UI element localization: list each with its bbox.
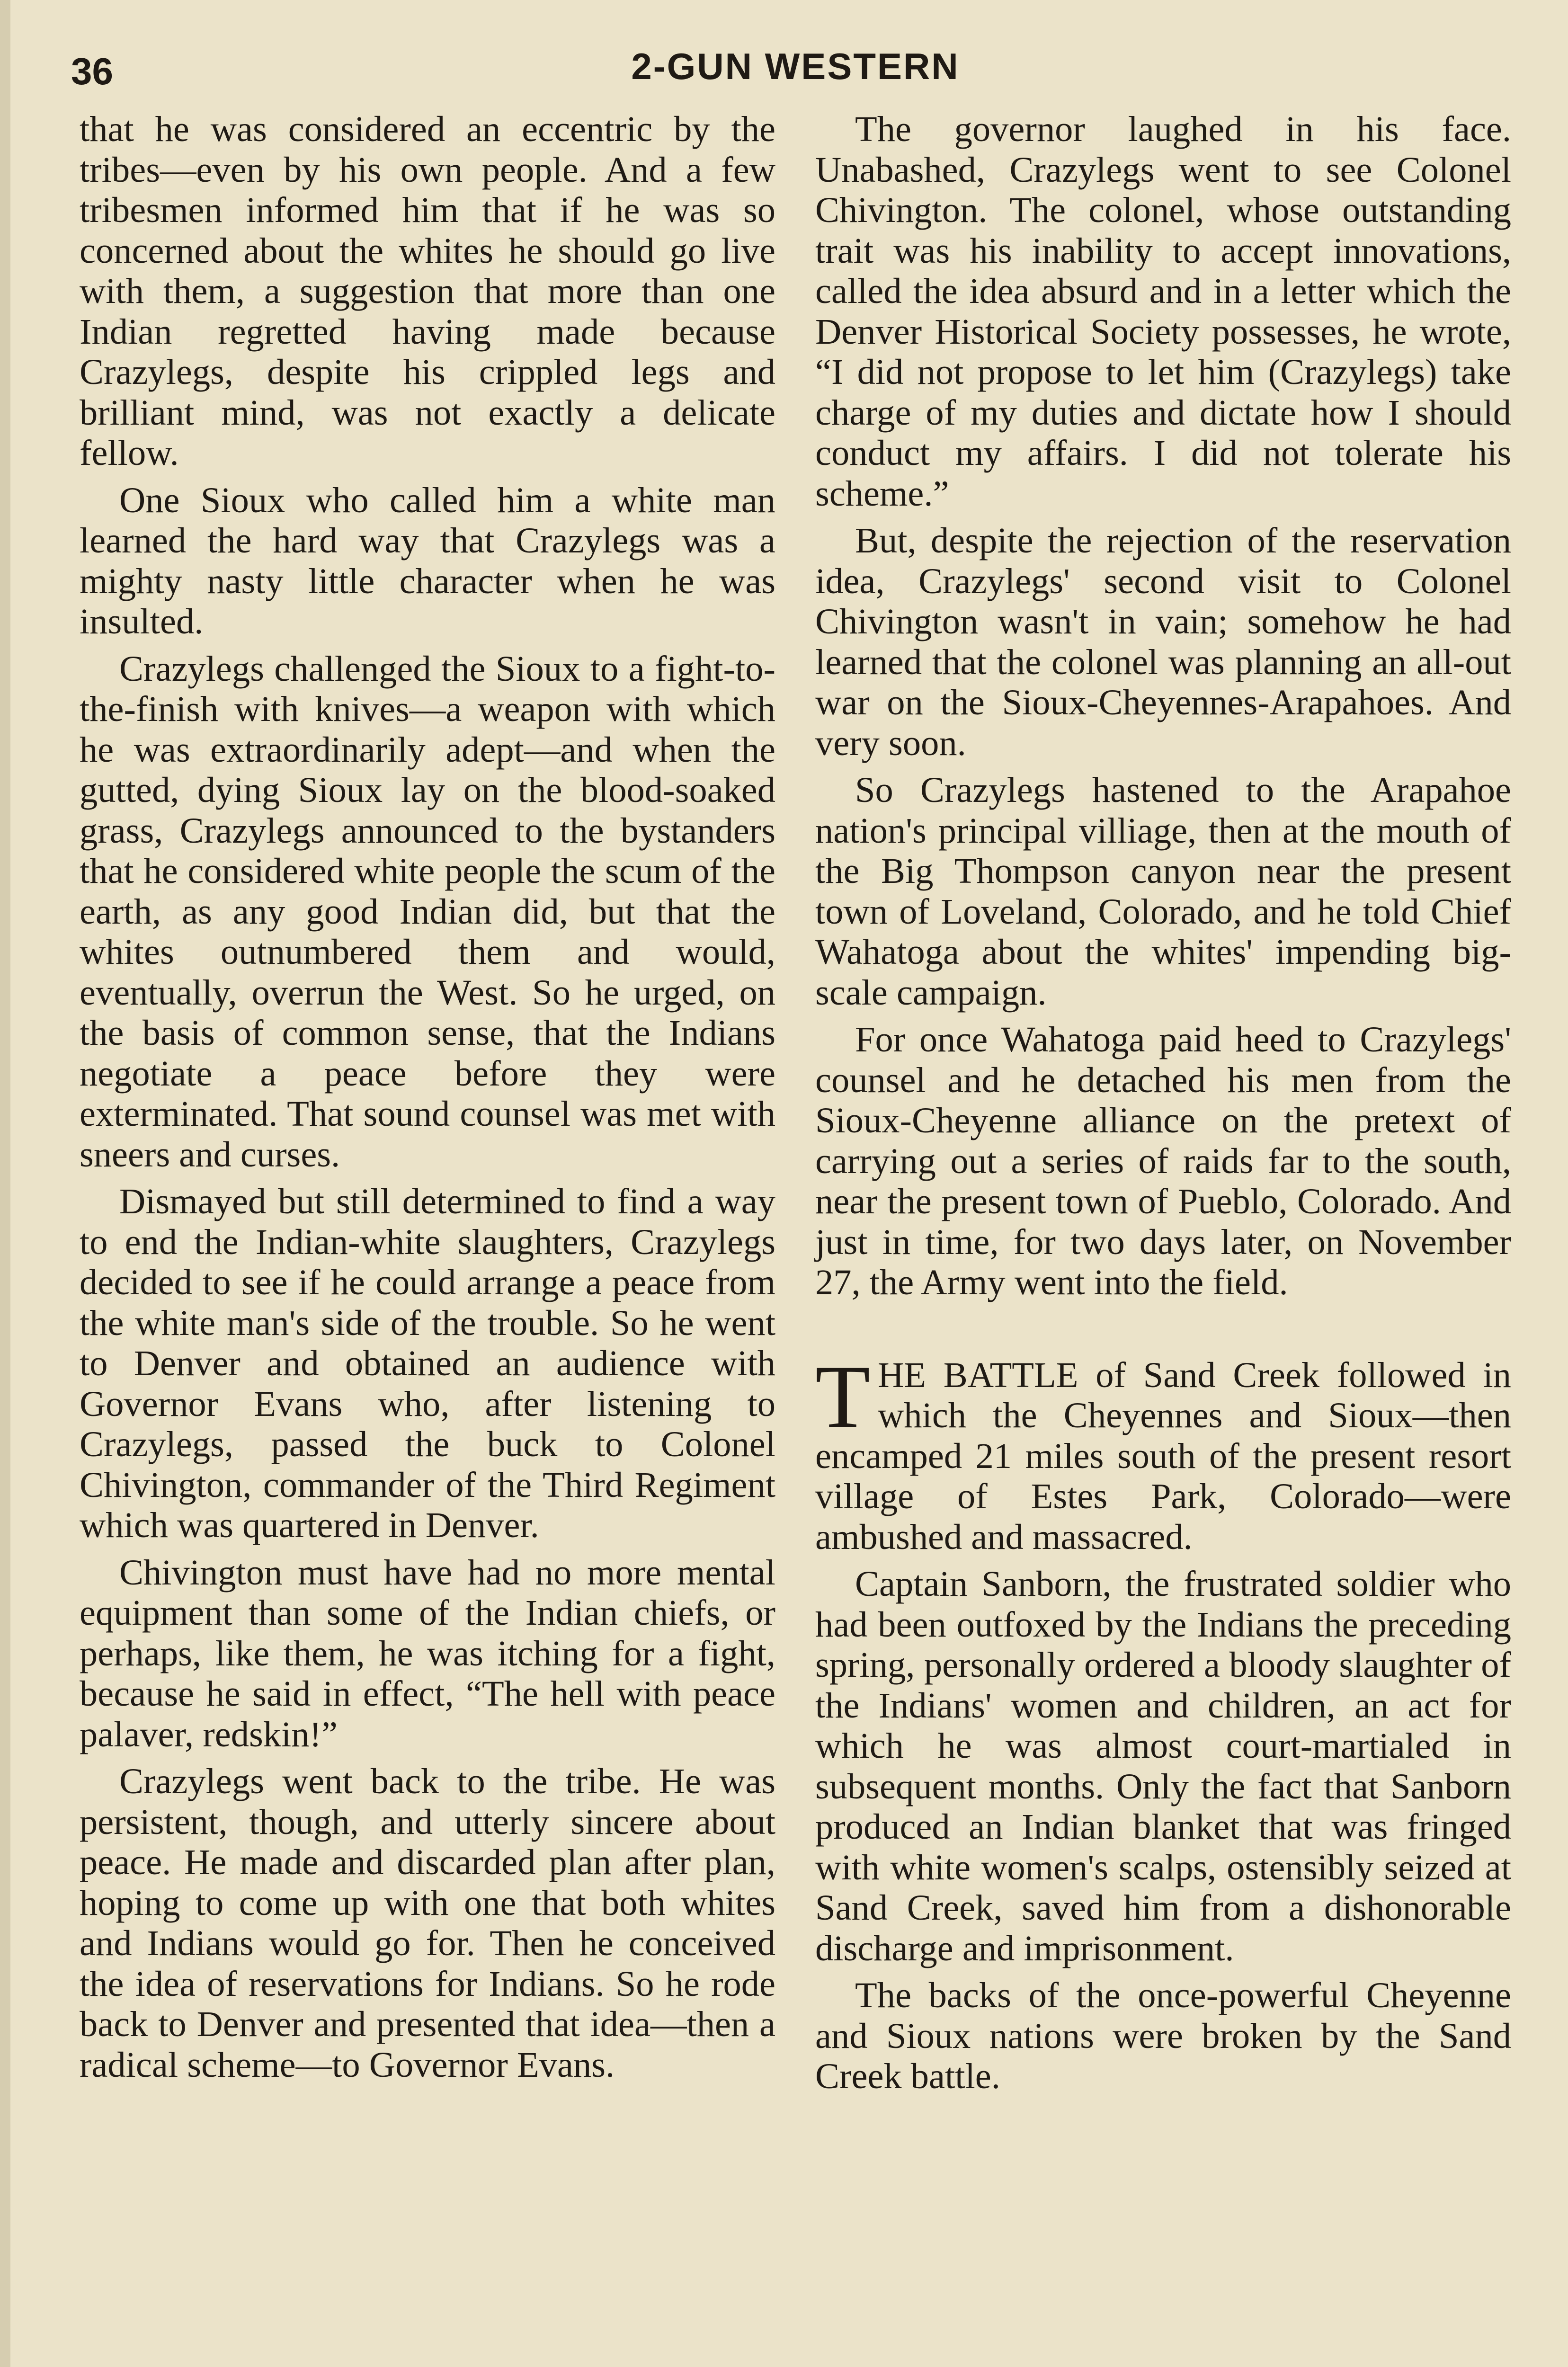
left-column — [80, 109, 775, 2091]
page-number: 36 — [71, 50, 113, 92]
article-paragraph: One Sioux who called him a white man learned the hard way that Crazylegs was a mighty nasty little character when he was insulted. — [80, 480, 775, 641]
magazine-title: 2-GUN WESTERN — [631, 45, 960, 87]
article-paragraph: Captain Sanborn, the frustrated soldier who had been outfoxed by the Indians the preceding spring, personally ordered a bloody slaughter of the Indians' women and children, an act for which he was almost court-martialed in subsequent months. Only the fact that Sanborn produced an Indian blanket that was fringed with white women's scalps, ostensibly seized at Sand Creek, saved him from a dishonorable discharge and imprisonment. — [815, 1564, 1511, 1968]
article-paragraph: The governor laughed in his face. Unabashed, Crazylegs went to see Colonel Chivington. The colonel, whose outstanding trait was his inability to accept innovations, called the idea absurd and in a letter which the Denver Historical Society possesses, he wrote, “I did not propose to let him (Crazylegs) take charge of my duties and dictate how I should conduct my affairs. I did not tolerate his scheme.” — [815, 109, 1511, 514]
section-opening-paragraph — [815, 1347, 1511, 1557]
article-paragraph: The backs of the once-powerful Cheyenne and Sioux nations were broken by the Sand Creek battle. — [815, 1975, 1511, 2096]
article-paragraph: For once Wahatoga paid heed to Crazylegs' counsel and he detached his men from the Sioux-Cheyenne alliance on the pretext of carrying out a series of raids far to the south, near the present town of Pueblo, Colorado. And just in time, for two days later, on November 27, the Army went into the field. — [815, 1019, 1511, 1302]
section-opening-text: HE BATTLE of Sand Creek followed in which the Cheyennes and Sioux—then encamped 21 miles south of the present resort village of Estes Park, Colorado—were ambushed and massacred. — [815, 1354, 1511, 1557]
article-paragraph: So Crazylegs hastened to the Arapahoe nation's principal villiage, then at the mouth of the Big Thompson canyon near the present town of Loveland, Colorado, and he told Chief Wahatoga about the whites' impending big-scale campaign. — [815, 770, 1511, 1013]
article-paragraph: that he was considered an eccentric by the tribes—even by his own people. And a few tribesmen informed him that if he was so concerned about the whites he should go live with them, a suggestion that more than one Indian regretted having made because Crazylegs, despite his crippled legs and brilliant mind, was not exactly a delicate fellow. — [80, 109, 775, 473]
article-paragraph: Chivington must have had no more mental equipment than some of the Indian chiefs, or perhaps, like them, he was itching for a fight, because he said in effect, “The hell with peace palaver, redskin!” — [80, 1552, 775, 1754]
right-column — [815, 109, 1511, 2103]
article-paragraph: Crazylegs challenged the Sioux to a fight-to-the-finish with knives—a weapon with which he was extraordinarily adept—and when the gutted, dying Sioux lay on the blood-soaked grass, Crazylegs announced to the bystanders that he considered white people the scum of the earth, as any good Indian did, but that the whites outnumbered them and would, eventually, overrun the West. So he urged, on the basis of common sense, that the Indians negotiate a peace before they were exterminated. That sound counsel was met with sneers and curses. — [80, 648, 775, 1175]
drop-cap: T — [815, 1347, 871, 1447]
article-paragraph: Crazylegs went back to the tribe. He was persistent, though, and utterly sincere about peace. He made and discarded plan after plan, hoping to come up with one that both whites and Indians would go for. Then he conceived the idea of reservations for Indians. So he rode back to Denver and presented that idea—then a radical scheme—to Governor Evans. — [80, 1761, 775, 2085]
article-paragraph: Dismayed but still determined to find a way to end the Indian-white slaughters, Crazylegs decided to see if he could arrange a peace from the white man's side of the trouble. So he went to Denver and obtained an audience with Governor Evans who, after listening to Crazylegs, passed the buck to Colonel Chivington, commander of the Third Regiment which was quartered in Denver. — [80, 1181, 775, 1545]
article-paragraph: But, despite the rejection of the reservation idea, Crazylegs' second visit to Colonel Chivington wasn't in vain; somehow he had learned that the colonel was planning an all-out war on the Sioux-Cheyennes-Arapahoes. And very soon. — [815, 520, 1511, 763]
page-header — [71, 45, 1510, 97]
